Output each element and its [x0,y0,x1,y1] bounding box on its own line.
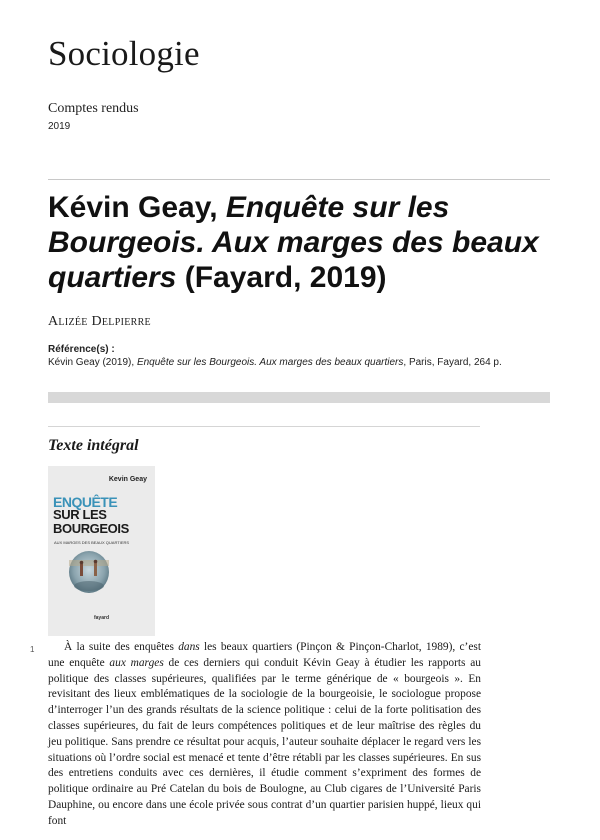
cover-photo-icon [68,546,110,594]
paragraph-emphasis-2: aux marges [109,656,164,669]
divider [48,426,480,427]
title-publisher: (Fayard, 2019) [184,261,387,294]
title-author: Kévin Geay, [48,191,218,224]
cover-subtitle: AUX MARGES DES BEAUX QUARTIERS [54,540,130,545]
cover-title-lines [53,508,129,536]
paragraph-emphasis-1: dans [178,641,200,653]
cover-title-line1: ENQUÊTE [53,494,118,510]
paragraph-text-2: les beaux quartiers (Pinçon & Pinçon-Charlot, 1989), c’est une enquête [48,641,481,669]
body-paragraph [48,640,481,830]
divider [48,179,550,180]
cover-publisher: fayard [93,615,109,621]
fulltext-heading: Texte intégral [48,437,139,454]
reference-citation [48,357,502,368]
paragraph-text-1: À la suite des enquêtes [64,641,179,653]
title-book: Enquête sur les Bourgeois. Aux marges des beaux quartiers [48,191,539,294]
reference-author: Kévin Geay (2019), [48,357,137,368]
book-cover-image[interactable] [48,466,155,636]
paragraph-text-3: de ces derniers qui conduit Kévin Geay à étudier les rapports au politique des classes supérieures, qualifiées par le terme générique de « bourgeois ». En revisitant des lieux emblématiques de la sociologie de la bourgeoisie, le sociologue propose d’interroger l’un des grands résultats de la science politique : celui de la forte politisation des classes supérieures, du fait de leurs compétences politiques et de leur maîtrise des règles du jeu politique. Sans prendre ce résultat pour acquis, l’auteur souhaite déplacer le regard vers les situations où l’ordre social est menacé et tente d’être rétabli par les classes supérieures. En sus des entretiens conduits avec ces dernières, il étudie comment s’expriment des formes de politique ordinaire au Pré Catelan du bois de Boulogne, au Club cigares de l’Université Paris Dauphine, ou encore dans une école privée sous contrat d’un quartier parisien huppé, lieux qui font [48,656,482,827]
section-label[interactable]: Comptes rendus [48,101,139,116]
issue-year[interactable]: 2019 [48,121,71,132]
reviewer-name[interactable]: Alizée Delpierre [48,314,151,329]
references-label: Référence(s) : [48,344,115,355]
paragraph-number: 1 [30,645,35,654]
separator-bar [48,392,550,403]
reference-book-title: Enquête sur les Bourgeois. Aux marges des beaux quartiers [136,357,404,368]
cover-title-line2: SUR LES [53,507,107,522]
journal-title[interactable]: Sociologie [48,34,200,73]
article-title [48,190,548,295]
cover-title-line3: BOURGEOIS [53,521,129,536]
cover-author: Kevin Geay [108,476,147,483]
reference-publisher: , Paris, Fayard, 264 p. [403,357,502,368]
